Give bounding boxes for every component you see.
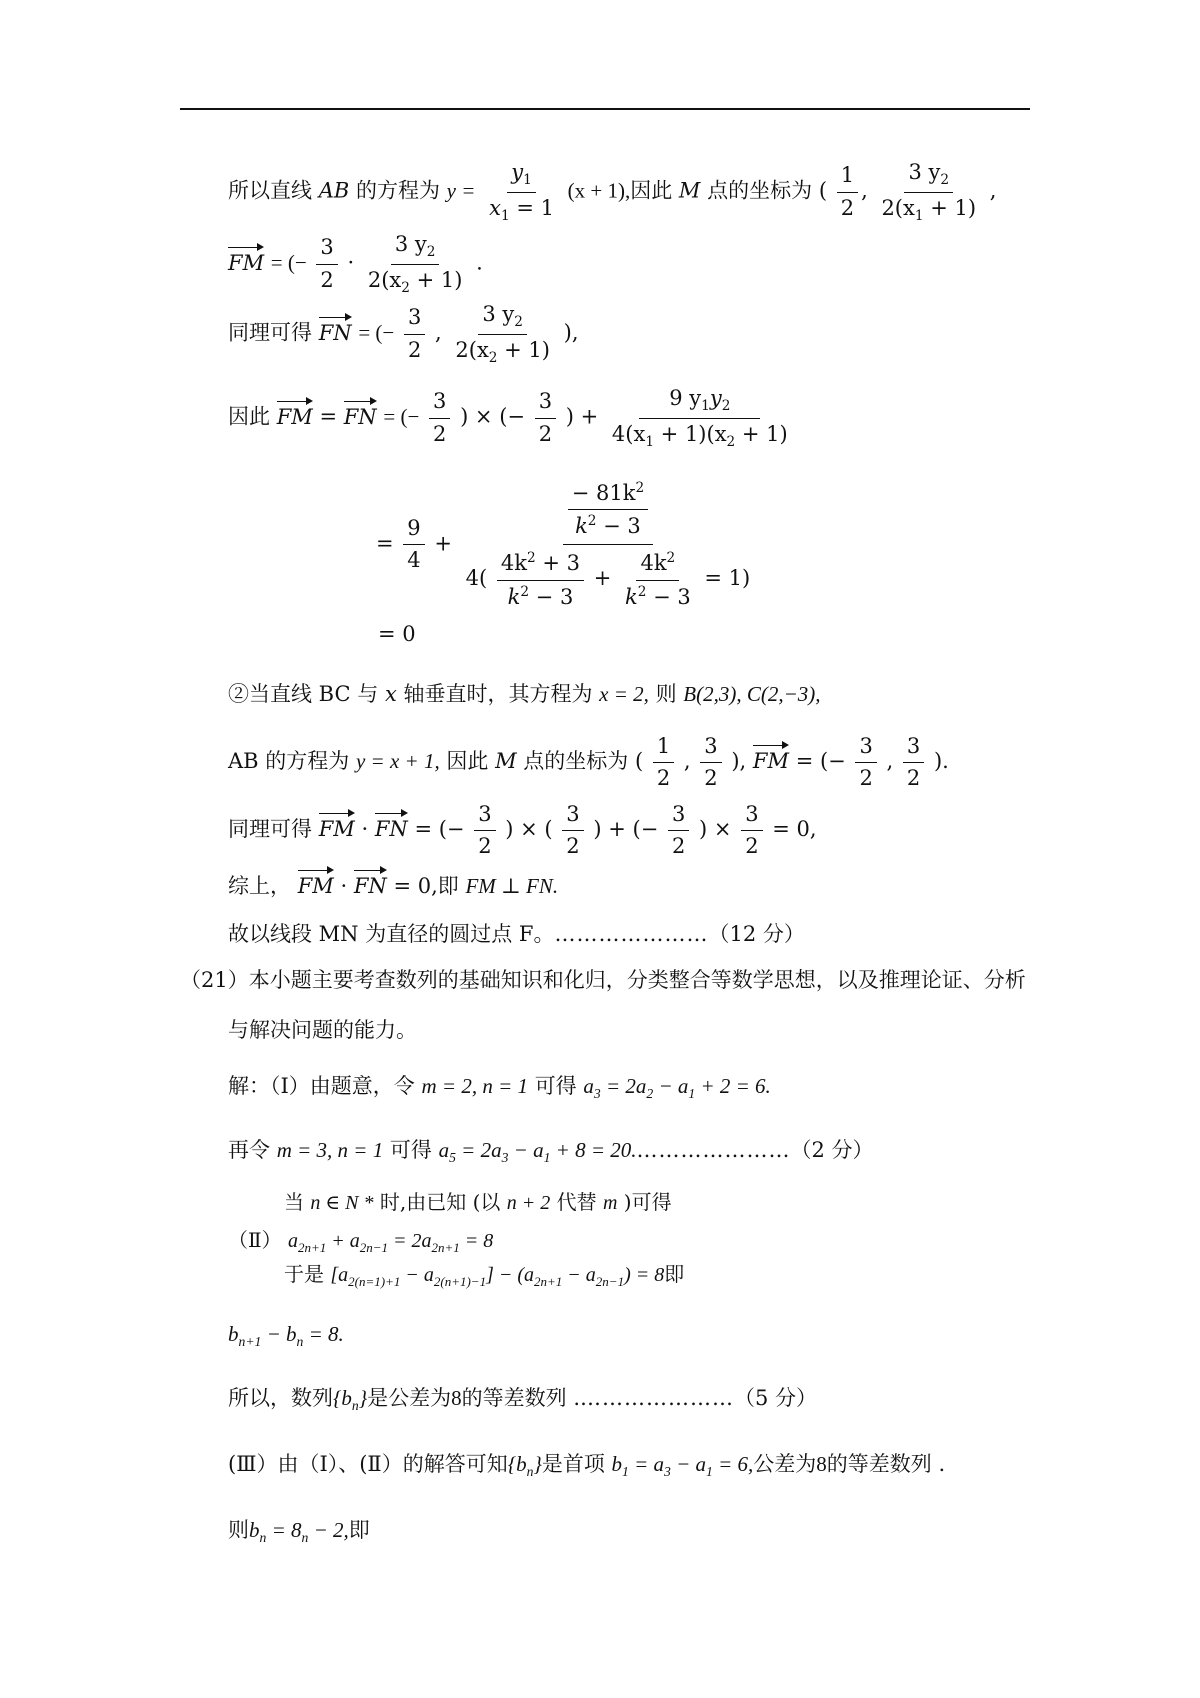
line-part-two-intro: 当 n ∈ N * 时,由已知 (以 n + 2 代替 m )可得 — [284, 1190, 672, 1214]
problem-21-intro: （21）本小题主要考查数列的基础知识和化归，分类整合等数学思想，以及推理论证、分析 — [180, 968, 1026, 992]
text: 所以直线 — [228, 178, 312, 203]
line-part-two-eq: （Ⅱ） $a_{2n+1} + a_{2n-1} = 2a_{2n+1} = 8$ — [228, 1228, 494, 1255]
fraction: $\frac{3}{2}$ — [429, 389, 450, 446]
line-fn-vector: 同理可得 FN = (− $\frac{3}{2}$ , $\frac{3 y_2}{2(x_2 + 1)}$ ), — [228, 302, 579, 366]
line-part-one: 解：（Ⅰ）由题意，令 m = 2, n = 1 可得 $a_3 = 2a_2 - a_1 + 2 = 6$. — [228, 1074, 771, 1102]
vector-fn: FN — [354, 868, 387, 899]
vector-fm: FM — [228, 245, 264, 276]
text: 点的坐标为 — [707, 178, 813, 203]
line-part-three: (Ⅲ）由（Ⅰ）、(Ⅱ）的解答可知$\{b_n\}$是首项 $b_1 = a_3 - a_1 = 6$,公差为8的等差数列 . — [228, 1452, 946, 1480]
fraction: $\frac{3 y_2}{2(x_1 + 1)}$ — [881, 160, 977, 224]
line-bn-formula: 则$b_n = 8_n - 2$,即 — [228, 1518, 370, 1546]
score: （5 分） — [734, 1386, 818, 1410]
line-dot-product-two: 同理可得 FM · FN = (− $\frac{3}{2}$ ) × ( $\frac{3}{2}$ ) + (− $\frac{3}{2}$ ) × $\frac{3}{2}$ = 0, — [228, 802, 817, 859]
score: （12 分） — [708, 922, 805, 946]
line-case-two: ②当直线 BC 与 x 轴垂直时，其方程为 x = 2, 则 B(2,3), C(2,−3), — [228, 682, 821, 706]
math: y = — [446, 178, 476, 203]
fraction: $\frac{1}{2}$ — [837, 163, 858, 220]
fraction: $\frac{3}{2}$ — [404, 305, 425, 362]
vector-fn: FN — [344, 399, 377, 430]
line-dot-product: 因此 FM = FN = (− $\frac{3}{2}$ ) × (− $\frac{3}{2}$ ) + $\frac{9 y_1y_2}{4(x_1 + 1)(x_2 + 1)}$ — [228, 386, 795, 450]
vector-fm: FM — [277, 399, 313, 430]
vector-fm: FM — [319, 811, 355, 842]
line-result-zero: = 0 — [378, 622, 416, 646]
text: 的方程为 — [355, 178, 440, 203]
line-bn-diff: $b_{n+1} - b_n = 8$. — [228, 1322, 344, 1350]
fraction: $\frac{y_1}{x_1 = 1}$ — [489, 160, 554, 224]
score: （2 分） — [790, 1138, 874, 1162]
fraction: $\frac{3}{2}$ — [535, 389, 556, 446]
line-complex-fraction: = $\frac{9}{4}$ + $\frac{- 81k^2}{k^2 - 3}$ 4( $\frac{4k^2 + 3}{k^2 - 3}$ + $\frac{4k^2}{k^2 - 3}$ = 1) — [376, 480, 757, 610]
line-ab-case-two: AB 的方程为 y = x + 1, 因此 M 点的坐标为 ( $\frac{1}{2}$ , $\frac{3}{2}$ ), FM = (− $\frac{3}{2}$ , $\frac{3}{2}$ ). — [228, 734, 949, 791]
vector-fm: FM — [298, 868, 334, 899]
problem-21-intro-cont: 与解决问题的能力。 — [228, 1018, 417, 1042]
vector-fm: FM — [753, 743, 789, 774]
header-rule — [180, 108, 1030, 110]
vector-fn: FN — [319, 315, 352, 346]
math: M — [678, 178, 701, 203]
line-part-two-diff: 于是 $[a_{2(n=1)+1} - a_{2(n+1)-1}] - (a_{2n+1} - a_{2n-1}) = 8$即 — [284, 1262, 685, 1289]
line-ab-equation: 所以直线 AB 的方程为 y = $\frac{y_1}{x_1 = 1}$ (x + 1),因此 M 点的坐标为 ( $\frac{1}{2}$ , $\frac{3 y_2}{2(x_1 + 1)}$ , — [228, 160, 997, 224]
math-ab: AB — [318, 178, 350, 203]
fraction: $\frac{3}{2}$ — [316, 235, 337, 292]
line-fm-vector: FM = (− $\frac{3}{2}$ · $\frac{3 y_2}{2(x_2 + 1)}$ . — [228, 232, 483, 296]
line-conclusion: 综上， FM · FN = 0,即 FM ⊥ FN. — [228, 868, 558, 899]
complex-fraction: $\frac{- 81k^2}{k^2 - 3}$ 4( $\frac{4k^2 + 3}{k^2 - 3}$ + $\frac{4k^2}{k^2 - 3}$ = 1) — [465, 480, 751, 609]
fraction: $\frac{3 y_2}{2(x_2 + 1)}$ — [367, 232, 463, 296]
text: (x + 1),因此 — [567, 178, 673, 203]
line-part-one-b: 再令 m = 3, n = 1 可得 $a_5 = 2a_3 - a_1 + 8$ = 20.…………………（2 分） — [228, 1138, 874, 1166]
line-circle-result: 故以线段 MN 为直径的圆过点 F。…………………（12 分） — [228, 922, 805, 946]
fraction: $\frac{9}{4}$ — [403, 516, 424, 573]
fraction: $\frac{9 y_1y_2}{4(x_1 + 1)(x_2 + 1)}$ — [611, 386, 788, 450]
vector-fn: FN — [375, 811, 408, 842]
fraction: $\frac{3 y_2}{2(x_2 + 1)}$ — [455, 302, 550, 366]
line-arith-seq: 所以，数列$\{b_n\}$是公差为8的等差数列 .…………………（5 分） — [228, 1386, 818, 1414]
